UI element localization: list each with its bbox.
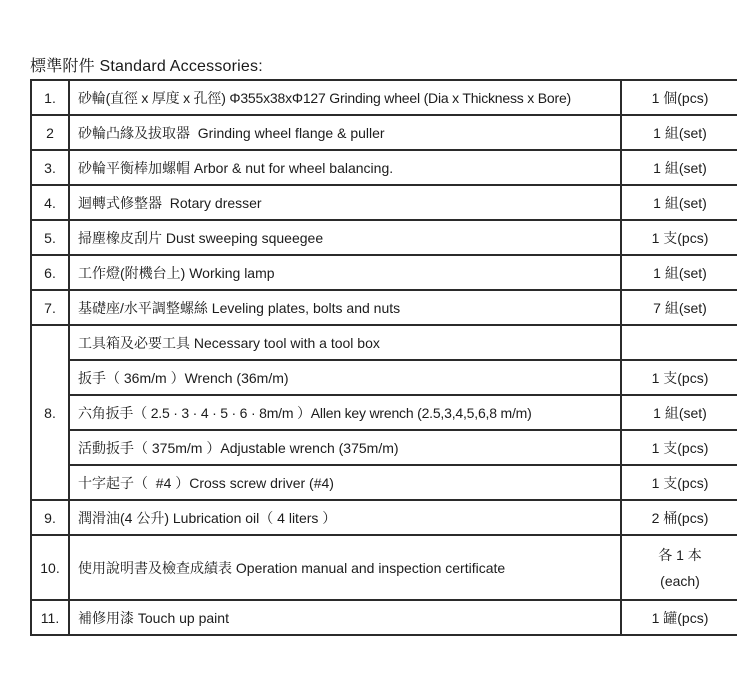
row-number-cell: 10.: [31, 535, 69, 600]
table-row: [31, 150, 737, 185]
quantity-cell: [621, 535, 737, 600]
page-title: 標準附件 Standard Accessories:: [30, 58, 263, 75]
accessories-table: [30, 79, 737, 636]
row-number-cell: 8.: [31, 325, 69, 500]
table-row: [31, 80, 737, 115]
table-row: [31, 465, 737, 500]
table-row: [31, 430, 737, 465]
quantity-cell: 1 支(pcs): [621, 465, 737, 500]
row-number-cell: 5.: [31, 220, 69, 255]
table-row: [31, 395, 737, 430]
item-description-cell: 迴轉式修整器 Rotary dresser: [69, 185, 621, 220]
table-row: [31, 500, 737, 535]
item-description-cell: 十字起子（ #4 ）Cross screw driver (#4): [69, 465, 621, 500]
item-description-cell: 活動扳手（ 375m/m ）Adjustable wrench (375m/m): [69, 430, 621, 465]
quantity-cell: 1 支(pcs): [621, 360, 737, 395]
quantity-cell: [621, 325, 737, 360]
item-description-cell: 扳手（ 36m/m ）Wrench (36m/m): [69, 360, 621, 395]
quantity-cell: 7 組(set): [621, 290, 737, 325]
row-number-cell: 1.: [31, 80, 69, 115]
item-description-cell: 工作燈(附機台上) Working lamp: [69, 255, 621, 290]
table-row: [31, 255, 737, 290]
row-number-cell: 9.: [31, 500, 69, 535]
row-number-cell: 2: [31, 115, 69, 150]
accessories-table-body: [31, 80, 737, 635]
table-row: [31, 535, 737, 600]
table-row: [31, 290, 737, 325]
row-number-cell: 11.: [31, 600, 69, 635]
table-row: [31, 185, 737, 220]
quantity-cell: 1 組(set): [621, 395, 737, 430]
quantity-cell: 1 支(pcs): [621, 430, 737, 465]
table-row: [31, 360, 737, 395]
quantity-cell: 1 組(set): [621, 185, 737, 220]
quantity-cell: 1 組(set): [621, 115, 737, 150]
item-description-cell: 砂輪(直徑 x 厚度 x 孔徑) Φ355x38xΦ127 Grinding wheel (Dia x Thickness x Bore): [69, 80, 621, 115]
table-row: [31, 115, 737, 150]
quantity-cell: 1 組(set): [621, 150, 737, 185]
table-row: [31, 220, 737, 255]
quantity-cell: 1 組(set): [621, 255, 737, 290]
quantity-cell: 1 罐(pcs): [621, 600, 737, 635]
row-number-cell: 7.: [31, 290, 69, 325]
row-number-cell: 3.: [31, 150, 69, 185]
item-description-cell: 潤滑油(4 公升) Lubrication oil（ 4 liters ）: [69, 500, 621, 535]
item-description-cell: 砂輪平衡棒加螺帽 Arbor & nut for wheel balancing.: [69, 150, 621, 185]
table-row: [31, 325, 737, 360]
item-description-cell: 六角扳手（ 2.5 · 3 · 4 · 5 · 6 · 8m/m ）Allen key wrench (2.5,3,4,5,6,8 m/m): [69, 395, 621, 430]
quantity-cell: 2 桶(pcs): [621, 500, 737, 535]
item-description-cell: 掃塵橡皮刮片 Dust sweeping squeegee: [69, 220, 621, 255]
row-number-cell: 4.: [31, 185, 69, 220]
quantity-cell: 1 支(pcs): [621, 220, 737, 255]
item-description-cell: 使用說明書及檢查成績表 Operation manual and inspection certificate: [69, 535, 621, 600]
row-number-cell: 6.: [31, 255, 69, 290]
item-description-cell: 工具箱及必要工具 Necessary tool with a tool box: [69, 325, 621, 360]
quantity-line: (each): [660, 572, 700, 589]
item-description-cell: 砂輪凸緣及拔取器 Grinding wheel flange & puller: [69, 115, 621, 150]
table-row: [31, 600, 737, 635]
quantity-cell: 1 個(pcs): [621, 80, 737, 115]
item-description-cell: 補修用漆 Touch up paint: [69, 600, 621, 635]
item-description-cell: 基礎座/水平調整螺絲 Leveling plates, bolts and nuts: [69, 290, 621, 325]
quantity-line: 各 1 本: [658, 546, 702, 563]
